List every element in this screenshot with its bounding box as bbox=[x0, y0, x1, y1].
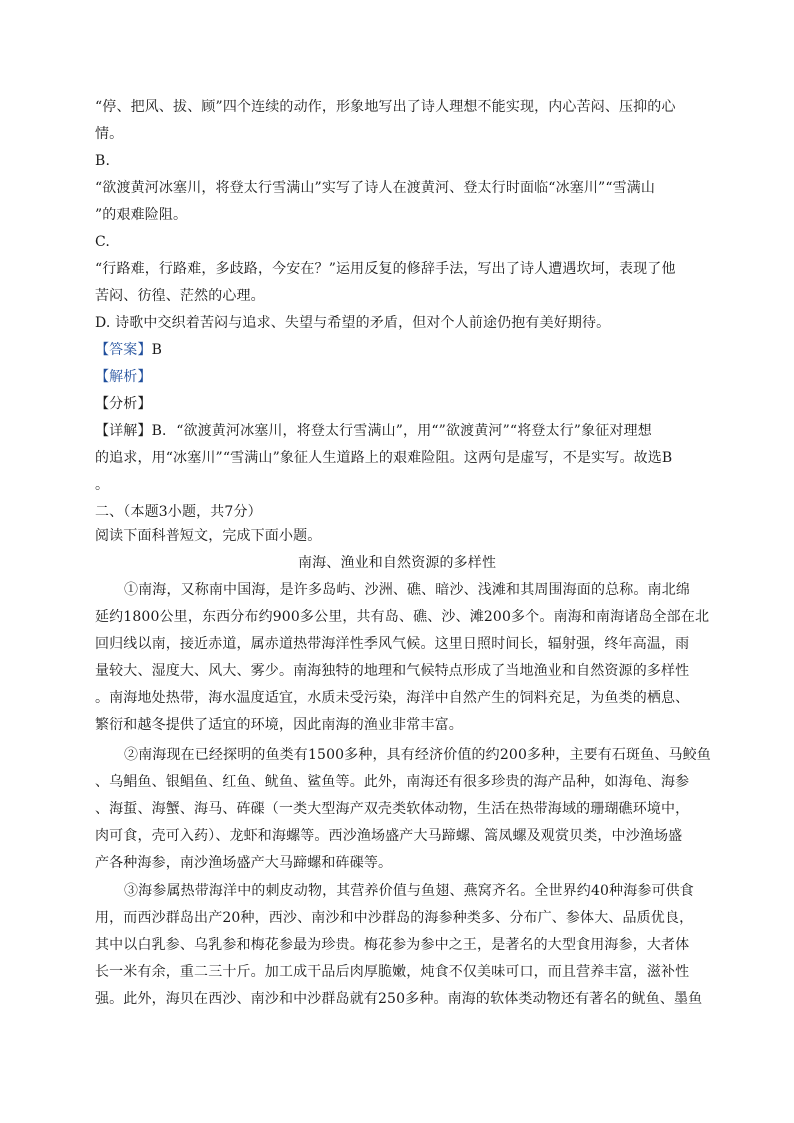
option-c-line-2: 苦闷、彷徨、茫然的心理。 bbox=[95, 288, 265, 304]
option-c-label: C. bbox=[95, 234, 110, 250]
paragraph-2-line-1: ②南海现在已经探明的鱼类有1500多种，具有经济价值的约200多种，主要有石斑鱼、马鲛鱼 bbox=[124, 747, 711, 763]
paragraph-3-line-2: 用，而西沙群岛出产20种，西沙、南沙和中沙群岛的海参种类多、分布广、参体大、品质优良， bbox=[95, 910, 694, 926]
paragraph-2-line-4: 肉可食，壳可入药）、龙虾和海螺等。西沙渔场盛产大马蹄螺、篙凤螺及观赏贝类，中沙渔场盛 bbox=[95, 828, 683, 844]
option-d-line: D. 诗歌中交织着苦闷与追求、失望与希望的矛盾，但对个人前途仍抱有美好期待。 bbox=[95, 315, 611, 331]
paragraph-1-line-5: 。南海地处热带，海水温度适宜，水质未受污染，海洋中自然产生的饲料充足，为鱼类的栖息、 bbox=[95, 690, 690, 706]
option-a-line-2: 情。 bbox=[95, 126, 124, 142]
paragraph-1-line-3: 回归线以南，接近赤道，属赤道热带海洋性季风气候。这里日照时间长，辐射强，终年高温，雨 bbox=[95, 636, 690, 652]
paragraph-3-line-4: 长一米有余，重二三十斤。加工成干品后肉厚脆嫩，炖食不仅美味可口，而且营养丰富，滋补性 bbox=[95, 964, 690, 980]
paragraph-1-line-6: 繁衍和越冬提供了适宜的环境，因此南海的渔业非常丰富。 bbox=[95, 717, 463, 733]
section-two-instruction: 阅读下面科普短文，完成下面小题。 bbox=[95, 528, 322, 544]
detail-tag: 【详解】 bbox=[95, 423, 152, 439]
option-b-label: B. bbox=[95, 153, 111, 169]
paragraph-3-line-3: 其中以白乳参、乌乳参和梅花参最为珍贵。梅花参为参中之王，是著名的大型食用海参，大者体 bbox=[95, 937, 690, 953]
option-b-line-1: “欲渡黄河冰塞川，将登太行雪满山”实写了诗人在渡黄河、登太行时面临“冰塞川”“雪满山 bbox=[95, 180, 656, 196]
detail-text-1: B．“欲渡黄河冰塞川，将登太行雪满山”，用“”欲渡黄河”“将登太行”象征对理想 bbox=[151, 423, 652, 439]
analysis-tag: 【解析】 bbox=[95, 369, 152, 385]
paragraph-1-line-1: ①南海，又称南中国海，是许多岛屿、沙洲、礁、暗沙、浅滩和其周围海面的总称。南北绵 bbox=[124, 582, 690, 598]
answer-line bbox=[95, 341, 162, 359]
paragraph-3-line-1: ③海参属热带海洋中的刺皮动物，其营养价值与鱼翅、燕窝齐名。全世界约40种海参可供食 bbox=[124, 883, 694, 899]
article-title: 南海、渔业和自然资源的多样性 bbox=[298, 555, 497, 571]
paragraph-2-line-3: 、海蜇、海蟹、海马、砗磲（一类大型海产双壳类软体动物，生活在热带海域的珊瑚礁环境中， bbox=[95, 801, 690, 817]
fenxi-tag: 【分析】 bbox=[95, 396, 152, 412]
paragraph-2-line-2: 、乌鲳鱼、银鲳鱼、红鱼、鱿鱼、鲨鱼等。此外，南海还有很多珍贵的海产品种，如海龟、海参 bbox=[95, 774, 690, 790]
answer-tag: 【答案】 bbox=[95, 342, 152, 358]
paragraph-3-line-5: 强。此外，海贝在西沙、南沙和中沙群岛就有250多种。南海的软体类动物还有著名的鱿鱼、墨鱼 bbox=[95, 991, 703, 1007]
option-a-line-1: “停、把风、拔、顾”四个连续的动作，形象地写出了诗人理想不能实现，内心苦闷、压抑的心 bbox=[95, 99, 676, 115]
section-two-heading: 二、（本题3小题，共7分） bbox=[95, 504, 262, 520]
paragraph-1-line-4: 量较大、湿度大、风大、雾少。南海独特的地理和气候特点形成了当地渔业和自然资源的多样性 bbox=[95, 663, 690, 679]
answer-value: B bbox=[151, 342, 163, 358]
detail-line-2: 的追求，用“冰塞川”“雪满山”象征人生道路上的艰难险阻。这两句是虚写，不是实写。故选B bbox=[95, 450, 673, 466]
paragraph-1-line-2: 延约1800公里，东西分布约900多公里，共有岛、礁、沙、滩200多个。南海和南海诸岛全部在北 bbox=[95, 609, 710, 625]
detail-line-3: 。 bbox=[95, 477, 110, 493]
paragraph-2-line-5: 产各种海参，南沙渔场盛产大马蹄螺和砗磲等。 bbox=[95, 855, 393, 871]
detail-line-1 bbox=[95, 422, 652, 440]
option-b-line-2: ”的艰难险阻。 bbox=[95, 207, 188, 223]
option-c-line-1: “行路难，行路难，多歧路，今安在？”运用反复的修辞手法，写出了诗人遭遇坎坷，表现了他 bbox=[95, 261, 676, 277]
